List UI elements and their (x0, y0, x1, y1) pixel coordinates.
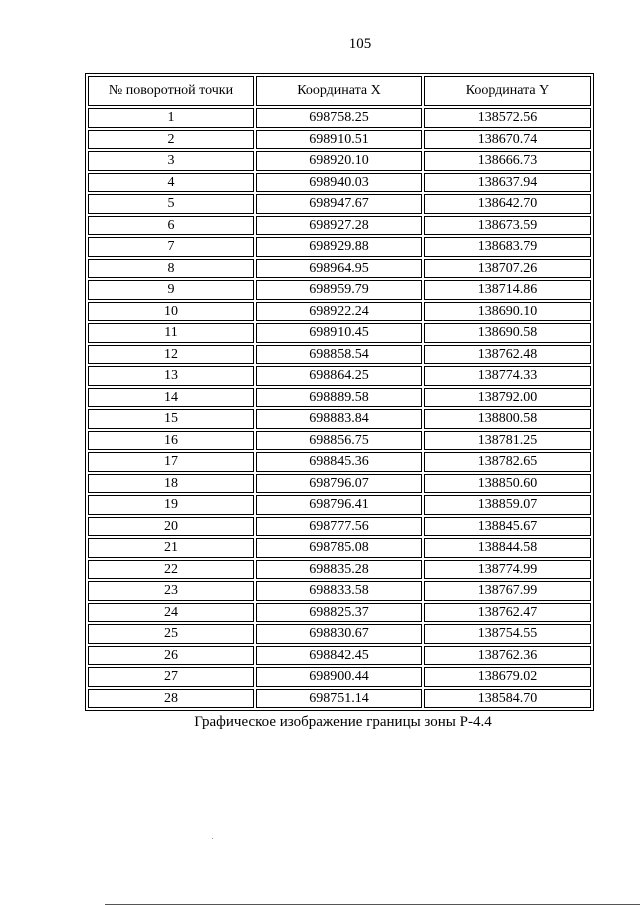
cell-coordinate-y: 138584.70 (424, 689, 591, 709)
table-row (88, 452, 591, 472)
table-row (88, 431, 591, 451)
cell-coordinate-y: 138637.94 (424, 173, 591, 193)
cell-coordinate-x: 698964.95 (256, 259, 422, 279)
cell-coordinate-y: 138679.02 (424, 667, 591, 687)
cell-point-number: 18 (88, 474, 254, 494)
table-row (88, 409, 591, 429)
cell-point-number: 1 (88, 108, 254, 128)
scan-speck (212, 838, 213, 839)
cell-coordinate-x: 698889.58 (256, 388, 422, 408)
table-row (88, 108, 591, 128)
cell-coordinate-x: 698785.08 (256, 538, 422, 558)
cell-coordinate-y: 138666.73 (424, 151, 591, 171)
cell-coordinate-x: 698929.88 (256, 237, 422, 257)
table-row (88, 646, 591, 666)
cell-point-number: 12 (88, 345, 254, 365)
table-row (88, 667, 591, 687)
cell-coordinate-y: 138845.67 (424, 517, 591, 537)
cell-coordinate-y: 138572.56 (424, 108, 591, 128)
table-row (88, 474, 591, 494)
cell-point-number: 4 (88, 173, 254, 193)
cell-coordinate-y: 138714.86 (424, 280, 591, 300)
cell-coordinate-x: 698959.79 (256, 280, 422, 300)
cell-coordinate-y: 138707.26 (424, 259, 591, 279)
cell-point-number: 11 (88, 323, 254, 343)
table-body (88, 108, 591, 708)
cell-point-number: 24 (88, 603, 254, 623)
table-row (88, 624, 591, 644)
table-row (88, 345, 591, 365)
cell-point-number: 3 (88, 151, 254, 171)
cell-point-number: 5 (88, 194, 254, 214)
cell-coordinate-y: 138642.70 (424, 194, 591, 214)
coordinates-table (85, 73, 594, 711)
cell-point-number: 13 (88, 366, 254, 386)
cell-point-number: 2 (88, 130, 254, 150)
cell-coordinate-x: 698927.28 (256, 216, 422, 236)
header-coordinate-x: Координата X (256, 76, 422, 106)
table-row (88, 280, 591, 300)
cell-coordinate-y: 138844.58 (424, 538, 591, 558)
cell-coordinate-x: 698910.51 (256, 130, 422, 150)
cell-coordinate-y: 138782.65 (424, 452, 591, 472)
table-row (88, 366, 591, 386)
section-caption: Графическое изображение границы зоны Р-4.4 (194, 714, 492, 730)
table-row (88, 302, 591, 322)
cell-coordinate-x: 698835.28 (256, 560, 422, 580)
cell-point-number: 19 (88, 495, 254, 515)
cell-point-number: 21 (88, 538, 254, 558)
cell-point-number: 27 (88, 667, 254, 687)
cell-point-number: 22 (88, 560, 254, 580)
cell-coordinate-y: 138690.58 (424, 323, 591, 343)
cell-coordinate-y: 138774.33 (424, 366, 591, 386)
cell-coordinate-y: 138762.47 (424, 603, 591, 623)
cell-coordinate-x: 698825.37 (256, 603, 422, 623)
cell-coordinate-y: 138767.99 (424, 581, 591, 601)
cell-coordinate-y: 138754.55 (424, 624, 591, 644)
cell-coordinate-y: 138762.36 (424, 646, 591, 666)
cell-point-number: 7 (88, 237, 254, 257)
cell-point-number: 23 (88, 581, 254, 601)
cell-coordinate-x: 698947.67 (256, 194, 422, 214)
table-row (88, 194, 591, 214)
cell-coordinate-x: 698796.07 (256, 474, 422, 494)
cell-coordinate-x: 698883.84 (256, 409, 422, 429)
cell-coordinate-y: 138683.79 (424, 237, 591, 257)
table-row (88, 517, 591, 537)
header-point-number: № поворотной точки (88, 76, 254, 106)
table-row (88, 216, 591, 236)
cell-point-number: 20 (88, 517, 254, 537)
cell-coordinate-y: 138670.74 (424, 130, 591, 150)
cell-coordinate-x: 698758.25 (256, 108, 422, 128)
cell-coordinate-y: 138774.99 (424, 560, 591, 580)
table-row (88, 130, 591, 150)
cell-coordinate-x: 698900.44 (256, 667, 422, 687)
table-row (88, 388, 591, 408)
table-row (88, 259, 591, 279)
cell-coordinate-x: 698833.58 (256, 581, 422, 601)
cell-point-number: 26 (88, 646, 254, 666)
cell-coordinate-y: 138800.58 (424, 409, 591, 429)
table-row (88, 237, 591, 257)
cell-coordinate-x: 698842.45 (256, 646, 422, 666)
cell-coordinate-x: 698777.56 (256, 517, 422, 537)
table-row (88, 173, 591, 193)
cell-point-number: 8 (88, 259, 254, 279)
cell-point-number: 25 (88, 624, 254, 644)
cell-coordinate-y: 138762.48 (424, 345, 591, 365)
cell-coordinate-x: 698858.54 (256, 345, 422, 365)
cell-coordinate-y: 138690.10 (424, 302, 591, 322)
cell-point-number: 28 (88, 689, 254, 709)
table-row (88, 323, 591, 343)
cell-coordinate-x: 698922.24 (256, 302, 422, 322)
cell-point-number: 14 (88, 388, 254, 408)
cell-point-number: 17 (88, 452, 254, 472)
cell-coordinate-y: 138673.59 (424, 216, 591, 236)
cell-point-number: 6 (88, 216, 254, 236)
table-header-row (88, 76, 591, 106)
table-row (88, 538, 591, 558)
cell-point-number: 16 (88, 431, 254, 451)
cell-coordinate-y: 138850.60 (424, 474, 591, 494)
cell-coordinate-x: 698940.03 (256, 173, 422, 193)
cell-coordinate-y: 138792.00 (424, 388, 591, 408)
cell-coordinate-x: 698920.10 (256, 151, 422, 171)
header-coordinate-y: Координата Y (424, 76, 591, 106)
table-row (88, 495, 591, 515)
table-row (88, 581, 591, 601)
cell-coordinate-y: 138781.25 (424, 431, 591, 451)
cell-coordinate-x: 698856.75 (256, 431, 422, 451)
table-row (88, 151, 591, 171)
cell-point-number: 15 (88, 409, 254, 429)
cell-coordinate-x: 698796.41 (256, 495, 422, 515)
cell-coordinate-x: 698845.36 (256, 452, 422, 472)
cell-point-number: 10 (88, 302, 254, 322)
page-number: 105 (348, 36, 372, 52)
cell-coordinate-y: 138859.07 (424, 495, 591, 515)
table-row (88, 560, 591, 580)
cell-coordinate-x: 698830.67 (256, 624, 422, 644)
cell-coordinate-x: 698910.45 (256, 323, 422, 343)
table-row (88, 689, 591, 709)
table-row (88, 603, 591, 623)
cell-coordinate-x: 698751.14 (256, 689, 422, 709)
cell-point-number: 9 (88, 280, 254, 300)
cell-coordinate-x: 698864.25 (256, 366, 422, 386)
